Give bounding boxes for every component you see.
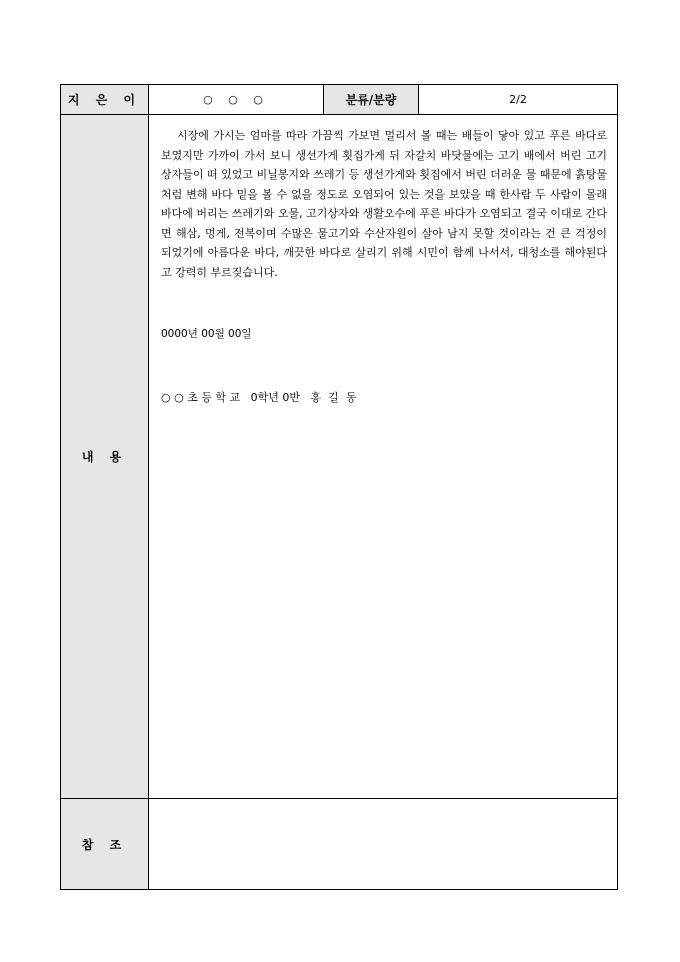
reference-value — [149, 799, 618, 890]
essay-text: 시장에 가시는 엄마를 따라 가끔씩 가보면 멀리서 볼 때는 배들이 닿아 있고 푸른 바다로 보였지만 가까이 가서 보니 생선가게 횟집가게 뒤 자갈치 바닷물에는 고기 배에서 버린 고기 상자들이 떠 있었고 비닐봉지와 쓰레기 등 생선가게와 횟집에서 버린 더러운 물 때문에 흙탕물처럼 변해 바다 밑을 볼 수 없을 정도로 오염되어 있는 것을 보았을 때 한사람 두 사람이 몰래 바다에 버리는 쓰레기와 오물, 고기상자와 생활오수에 푸른 바다가 오염되고 결국 이대로 간다면 해삼, 멍게, 전복이며 수많은 물고기와 수산자원이 살아 남지 못할 것이라는 건 큰 걱정이 되었기에 아름다운 바다, 깨끗한 바다로 살리기 위해 시민이 함께 나서서, 대청소를 해야된다고 강력히 부르짖습니다. — [161, 129, 607, 279]
date-line: 0000년 00월 00일 — [161, 328, 252, 340]
essay-form — [60, 84, 618, 890]
author-value: ○ ○ ○ — [149, 85, 324, 115]
reference-row — [61, 799, 618, 890]
author-label: 지 은 이 — [61, 85, 149, 115]
category-value: 2/2 — [419, 85, 618, 115]
content-row — [61, 115, 618, 799]
content-body — [149, 115, 618, 799]
signature-line: ○ ○ 초 등 학 교 0학년 0반 홍 길 동 — [161, 391, 357, 404]
header-row — [61, 85, 618, 115]
category-label: 분류/분량 — [324, 85, 419, 115]
content-label: 내 용 — [61, 115, 149, 799]
reference-label: 참 조 — [61, 799, 149, 890]
